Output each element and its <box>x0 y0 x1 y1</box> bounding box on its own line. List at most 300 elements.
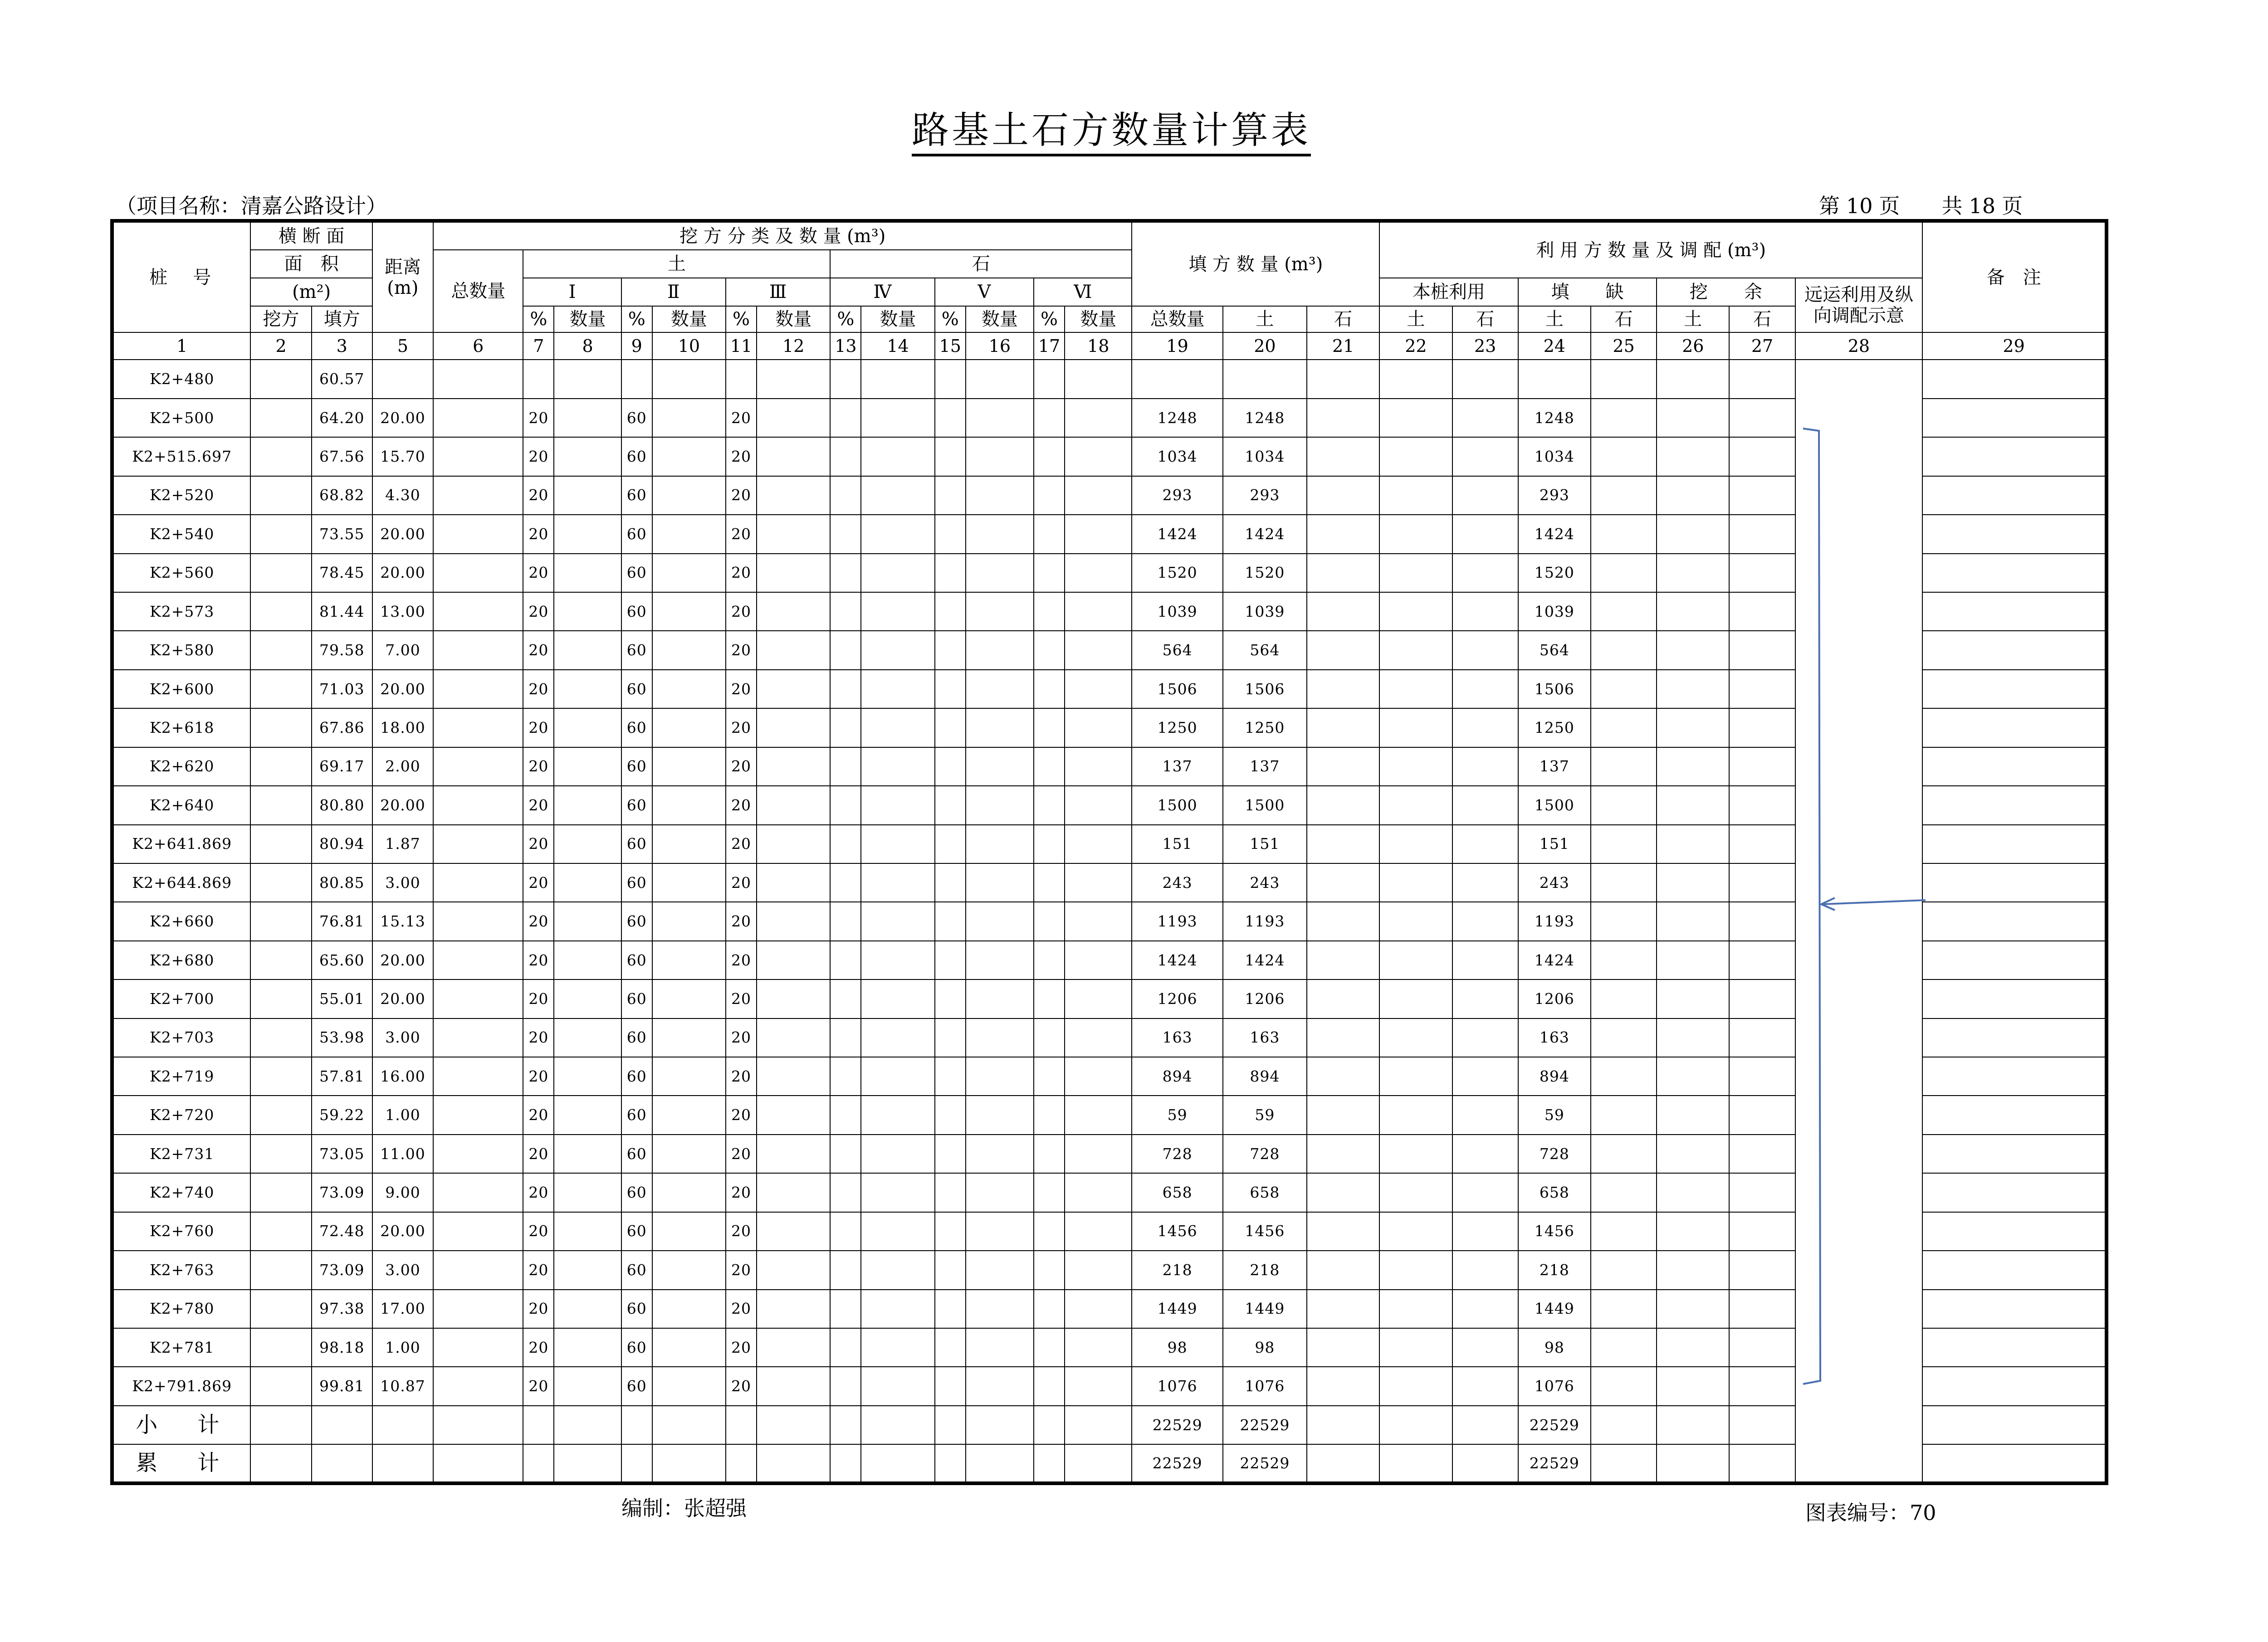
class-qty-cell <box>1065 786 1132 824</box>
header-fill-rock: 石 <box>1307 306 1379 332</box>
excav-total-cell <box>433 1096 523 1134</box>
class-pct-cell <box>621 360 652 398</box>
header-qty: 数量 <box>652 306 726 332</box>
cut-area-cell <box>250 1212 311 1251</box>
class-qty-cell <box>1065 515 1132 553</box>
header-excavation-group: 挖 方 分 类 及 数 量 (m³) <box>433 221 1132 250</box>
shortage-soil-cell: 22529 <box>1518 1444 1591 1483</box>
fill-area-cell: 78.45 <box>312 554 372 592</box>
class-qty-cell <box>966 1406 1034 1444</box>
excav-total-cell <box>433 1173 523 1212</box>
station-cell: K2+580 <box>112 631 250 669</box>
distance-cell: 20.00 <box>372 786 433 824</box>
surplus-soil-cell <box>1657 1406 1729 1444</box>
class-pct-cell: 20 <box>523 1018 554 1057</box>
class-pct-cell <box>1034 747 1065 786</box>
class-pct-cell <box>935 1367 966 1405</box>
fill-soil-cell: 137 <box>1223 747 1307 786</box>
use-soil-cell <box>1379 1096 1452 1134</box>
class-qty-cell <box>966 863 1034 902</box>
class-qty-cell <box>652 631 726 669</box>
class-pct-cell: 20 <box>523 515 554 553</box>
remarks-cell <box>1922 476 2107 515</box>
use-rock-cell <box>1452 515 1518 553</box>
fill-total-cell: 59 <box>1132 1096 1222 1134</box>
station-cell: K2+641.869 <box>112 825 250 863</box>
fill-soil-cell: 1248 <box>1223 399 1307 437</box>
use-soil-cell <box>1379 1444 1452 1483</box>
fill-soil-cell: 1206 <box>1223 979 1307 1018</box>
fill-rock-cell <box>1307 399 1379 437</box>
class-qty-cell <box>1065 592 1132 631</box>
surplus-rock-cell <box>1729 902 1795 940</box>
class-pct-cell: 20 <box>726 902 757 940</box>
surplus-rock-cell <box>1729 863 1795 902</box>
surplus-soil-cell <box>1657 1367 1729 1405</box>
use-rock-cell <box>1452 786 1518 824</box>
class-pct-cell: 60 <box>621 515 652 553</box>
fill-area-cell: 73.09 <box>312 1173 372 1212</box>
fill-rock-cell <box>1307 554 1379 592</box>
station-cell: K2+660 <box>112 902 250 940</box>
use-soil-cell <box>1379 825 1452 863</box>
class-qty-cell <box>861 747 934 786</box>
header-fill-group: 填 方 数 量 (m³) <box>1132 221 1379 306</box>
class-pct-cell <box>830 1096 861 1134</box>
class-pct-cell <box>621 1406 652 1444</box>
class-pct-cell: 20 <box>523 554 554 592</box>
class-pct-cell: 20 <box>523 1096 554 1134</box>
shortage-soil-cell: 218 <box>1518 1251 1591 1289</box>
surplus-rock-cell <box>1729 941 1795 979</box>
fill-soil-cell: 1520 <box>1223 554 1307 592</box>
class-qty-cell <box>966 360 1034 398</box>
class-pct-cell <box>935 399 966 437</box>
fill-rock-cell <box>1307 941 1379 979</box>
use-rock-cell <box>1452 941 1518 979</box>
cut-area-cell <box>250 1406 311 1444</box>
class-qty-cell <box>861 1444 934 1483</box>
header-class-3: Ⅲ <box>726 278 830 306</box>
remarks-cell <box>1922 1406 2107 1444</box>
fill-rock-cell <box>1307 1406 1379 1444</box>
station-cell: K2+600 <box>112 670 250 708</box>
distance-cell: 20.00 <box>372 554 433 592</box>
remarks-cell <box>1922 592 2107 631</box>
fill-area-cell: 55.01 <box>312 979 372 1018</box>
class-pct-cell: 20 <box>523 979 554 1018</box>
excav-total-cell <box>433 1406 523 1444</box>
class-pct-cell <box>1034 1212 1065 1251</box>
class-qty-cell <box>861 631 934 669</box>
class-pct-cell: 60 <box>621 1057 652 1096</box>
fill-area-cell: 72.48 <box>312 1212 372 1251</box>
fill-soil-cell: 1506 <box>1223 670 1307 708</box>
class-pct-cell: 20 <box>726 979 757 1018</box>
shortage-rock-cell <box>1591 360 1657 398</box>
use-rock-cell <box>1452 1135 1518 1173</box>
class-pct-cell <box>935 747 966 786</box>
class-pct-cell: 20 <box>726 670 757 708</box>
class-pct-cell <box>935 1096 966 1134</box>
class-pct-cell <box>830 786 861 824</box>
surplus-rock-cell <box>1729 631 1795 669</box>
class-pct-cell <box>935 902 966 940</box>
fill-total-cell: 728 <box>1132 1135 1222 1173</box>
class-qty-cell <box>861 786 934 824</box>
fill-area-cell: 80.80 <box>312 786 372 824</box>
class-qty-cell <box>1065 360 1132 398</box>
class-qty-cell <box>1065 1367 1132 1405</box>
header-qty: 数量 <box>757 306 830 332</box>
class-pct-cell: 20 <box>726 747 757 786</box>
fill-total-cell: 22529 <box>1132 1406 1222 1444</box>
class-pct-cell <box>830 825 861 863</box>
class-qty-cell <box>757 554 830 592</box>
shortage-rock-cell <box>1591 1290 1657 1328</box>
class-pct-cell: 20 <box>523 708 554 747</box>
class-qty-cell <box>861 437 934 476</box>
class-pct-cell <box>1034 1406 1065 1444</box>
remarks-cell <box>1922 825 2107 863</box>
distance-cell: 11.00 <box>372 1135 433 1173</box>
shortage-soil-cell: 1449 <box>1518 1290 1591 1328</box>
shortage-rock-cell <box>1591 399 1657 437</box>
distance-cell: 1.00 <box>372 1096 433 1134</box>
fill-soil-cell: 59 <box>1223 1096 1307 1134</box>
class-qty-cell <box>861 825 934 863</box>
class-pct-cell: 60 <box>621 941 652 979</box>
class-pct-cell <box>935 554 966 592</box>
class-pct-cell: 60 <box>621 1096 652 1134</box>
fill-soil-cell: 151 <box>1223 825 1307 863</box>
page-title: 路基土石方数量计算表 <box>0 101 2223 154</box>
class-pct-cell <box>1034 1251 1065 1289</box>
header-remarks: 备 注 <box>1922 221 2107 332</box>
class-pct-cell <box>830 399 861 437</box>
class-qty-cell <box>757 979 830 1018</box>
class-qty-cell <box>757 437 830 476</box>
use-rock-cell <box>1452 1328 1518 1367</box>
shortage-rock-cell <box>1591 515 1657 553</box>
fill-soil-cell: 98 <box>1223 1328 1307 1367</box>
class-pct-cell <box>1034 1173 1065 1212</box>
header-fill: 填方 <box>312 306 372 332</box>
class-pct-cell <box>1034 1135 1065 1173</box>
use-rock-cell <box>1452 825 1518 863</box>
class-qty-cell <box>652 786 726 824</box>
cut-area-cell <box>250 1018 311 1057</box>
shortage-soil-cell: 1500 <box>1518 786 1591 824</box>
surplus-rock-cell <box>1729 515 1795 553</box>
fill-soil-cell: 1076 <box>1223 1367 1307 1405</box>
class-qty-cell <box>1065 1328 1132 1367</box>
class-qty-cell <box>966 1328 1034 1367</box>
use-rock-cell <box>1452 1173 1518 1212</box>
remarks-cell <box>1922 1367 2107 1405</box>
class-pct-cell <box>935 1251 966 1289</box>
class-qty-cell <box>652 399 726 437</box>
column-number: 8 <box>554 332 621 360</box>
remarks-cell <box>1922 1018 2107 1057</box>
header-section-area-2: 面 积 <box>250 250 372 278</box>
use-rock-cell <box>1452 476 1518 515</box>
class-pct-cell: 20 <box>726 708 757 747</box>
header-fill-soil: 土 <box>1223 306 1307 332</box>
class-pct-cell <box>1034 476 1065 515</box>
class-qty-cell <box>757 1018 830 1057</box>
class-qty-cell <box>554 1328 621 1367</box>
class-pct-cell <box>935 631 966 669</box>
earthwork-table <box>110 219 2108 1485</box>
class-qty-cell <box>966 979 1034 1018</box>
class-pct-cell <box>1034 1096 1065 1134</box>
class-qty-cell <box>861 1251 934 1289</box>
class-qty-cell <box>554 476 621 515</box>
class-pct-cell <box>1034 399 1065 437</box>
class-qty-cell <box>861 554 934 592</box>
class-qty-cell <box>554 825 621 863</box>
class-pct-cell <box>830 360 861 398</box>
class-qty-cell <box>652 1135 726 1173</box>
class-qty-cell <box>554 747 621 786</box>
column-number: 5 <box>372 332 433 360</box>
surplus-soil-cell <box>1657 515 1729 553</box>
class-pct-cell: 20 <box>726 1212 757 1251</box>
class-qty-cell <box>757 1406 830 1444</box>
class-pct-cell <box>830 941 861 979</box>
long-haul-cell <box>1795 360 1923 1483</box>
class-qty-cell <box>757 670 830 708</box>
class-pct-cell <box>935 515 966 553</box>
fill-area-cell: 79.58 <box>312 631 372 669</box>
fill-total-cell: 1424 <box>1132 941 1222 979</box>
class-pct-cell: 20 <box>726 941 757 979</box>
shortage-rock-cell <box>1591 592 1657 631</box>
class-pct-cell <box>830 515 861 553</box>
use-rock-cell <box>1452 631 1518 669</box>
fill-soil-cell: 243 <box>1223 863 1307 902</box>
class-qty-cell <box>757 1367 830 1405</box>
station-cell: K2+620 <box>112 747 250 786</box>
class-pct-cell <box>830 631 861 669</box>
shortage-soil-cell: 1193 <box>1518 902 1591 940</box>
class-qty-cell <box>1065 437 1132 476</box>
excav-total-cell <box>433 708 523 747</box>
class-qty-cell <box>652 670 726 708</box>
fill-soil-cell: 293 <box>1223 476 1307 515</box>
cut-area-cell <box>250 476 311 515</box>
remarks-cell <box>1922 670 2107 708</box>
class-pct-cell <box>830 863 861 902</box>
class-qty-cell <box>966 476 1034 515</box>
use-soil-cell <box>1379 476 1452 515</box>
header-station: 桩 号 <box>112 221 250 332</box>
fill-area-cell <box>312 1406 372 1444</box>
class-qty-cell <box>861 941 934 979</box>
class-pct-cell <box>935 360 966 398</box>
station-cell: K2+703 <box>112 1018 250 1057</box>
remarks-cell <box>1922 1173 2107 1212</box>
fill-rock-cell <box>1307 863 1379 902</box>
column-number: 28 <box>1795 332 1923 360</box>
distance-cell: 20.00 <box>372 399 433 437</box>
class-qty-cell <box>554 1444 621 1483</box>
shortage-rock-cell <box>1591 708 1657 747</box>
class-pct-cell <box>523 360 554 398</box>
surplus-soil-cell <box>1657 1251 1729 1289</box>
class-qty-cell <box>652 1057 726 1096</box>
class-qty-cell <box>652 1173 726 1212</box>
shortage-soil-cell: 1506 <box>1518 670 1591 708</box>
header-class-6: Ⅵ <box>1034 278 1132 306</box>
class-qty-cell <box>554 1018 621 1057</box>
class-pct-cell <box>1034 1057 1065 1096</box>
class-qty-cell <box>554 863 621 902</box>
class-pct-cell: 20 <box>726 1135 757 1173</box>
fill-total-cell: 1500 <box>1132 786 1222 824</box>
use-rock-cell <box>1452 1367 1518 1405</box>
cut-area-cell <box>250 1367 311 1405</box>
class-qty-cell <box>554 592 621 631</box>
fill-area-cell: 67.86 <box>312 708 372 747</box>
excav-total-cell <box>433 515 523 553</box>
distance-cell: 20.00 <box>372 1212 433 1251</box>
class-qty-cell <box>554 1135 621 1173</box>
cut-area-cell <box>250 592 311 631</box>
class-qty-cell <box>966 1367 1034 1405</box>
class-pct-cell <box>1034 941 1065 979</box>
class-pct-cell: 20 <box>523 1057 554 1096</box>
surplus-rock-cell <box>1729 1290 1795 1328</box>
class-qty-cell <box>966 1096 1034 1134</box>
class-qty-cell <box>1065 708 1132 747</box>
class-qty-cell <box>652 1212 726 1251</box>
surplus-rock-cell <box>1729 979 1795 1018</box>
shortage-rock-cell <box>1591 1173 1657 1212</box>
distance-cell: 16.00 <box>372 1057 433 1096</box>
class-pct-cell: 20 <box>523 1173 554 1212</box>
fill-rock-cell <box>1307 437 1379 476</box>
class-qty-cell <box>652 1290 726 1328</box>
fill-soil-cell: 1250 <box>1223 708 1307 747</box>
cut-area-cell <box>250 515 311 553</box>
fill-rock-cell <box>1307 1096 1379 1134</box>
class-pct-cell: 60 <box>621 1290 652 1328</box>
class-qty-cell <box>757 631 830 669</box>
class-pct-cell: 20 <box>726 1018 757 1057</box>
header-long-haul: 远运利用及纵向调配示意 <box>1795 278 1923 332</box>
class-pct-cell: 60 <box>621 825 652 863</box>
class-qty-cell <box>652 1406 726 1444</box>
surplus-rock-cell <box>1729 708 1795 747</box>
class-pct-cell: 20 <box>523 1135 554 1173</box>
class-pct-cell <box>1034 902 1065 940</box>
fill-rock-cell <box>1307 1057 1379 1096</box>
cut-area-cell <box>250 554 311 592</box>
class-pct-cell: 20 <box>726 825 757 863</box>
cut-area-cell <box>250 1290 311 1328</box>
class-qty-cell <box>652 1096 726 1134</box>
use-rock-cell <box>1452 360 1518 398</box>
fill-rock-cell <box>1307 1290 1379 1328</box>
class-qty-cell <box>554 399 621 437</box>
class-pct-cell <box>830 554 861 592</box>
header-qty: 数量 <box>1065 306 1132 332</box>
class-qty-cell <box>966 399 1034 437</box>
column-number: 14 <box>861 332 934 360</box>
fill-soil-cell: 1500 <box>1223 786 1307 824</box>
class-qty-cell <box>652 747 726 786</box>
fill-soil-cell: 1456 <box>1223 1212 1307 1251</box>
distance-cell: 10.87 <box>372 1367 433 1405</box>
surplus-soil-cell <box>1657 1018 1729 1057</box>
surplus-soil-cell <box>1657 902 1729 940</box>
shortage-soil-cell: 564 <box>1518 631 1591 669</box>
station-cell: K2+780 <box>112 1290 250 1328</box>
class-pct-cell <box>1034 825 1065 863</box>
class-pct-cell: 60 <box>621 399 652 437</box>
shortage-rock-cell <box>1591 631 1657 669</box>
use-rock-cell <box>1452 902 1518 940</box>
header-qty: 数量 <box>966 306 1034 332</box>
class-pct-cell: 20 <box>523 1328 554 1367</box>
fill-total-cell: 1250 <box>1132 708 1222 747</box>
class-pct-cell: 20 <box>726 786 757 824</box>
surplus-rock-cell <box>1729 1135 1795 1173</box>
class-qty-cell <box>861 1328 934 1367</box>
excav-total-cell <box>433 399 523 437</box>
shortage-soil-cell <box>1518 360 1591 398</box>
class-pct-cell: 60 <box>621 1367 652 1405</box>
use-rock-cell <box>1452 1057 1518 1096</box>
surplus-rock-cell <box>1729 1096 1795 1134</box>
class-pct-cell <box>830 979 861 1018</box>
class-qty-cell <box>652 554 726 592</box>
class-pct-cell: 20 <box>726 1290 757 1328</box>
fill-rock-cell <box>1307 1444 1379 1483</box>
station-cell: K2+618 <box>112 708 250 747</box>
class-pct-cell <box>1034 631 1065 669</box>
excav-total-cell <box>433 1057 523 1096</box>
class-qty-cell <box>554 902 621 940</box>
class-pct-cell: 60 <box>621 631 652 669</box>
use-rock-cell <box>1452 708 1518 747</box>
shortage-soil-cell: 1039 <box>1518 592 1591 631</box>
surplus-soil-cell <box>1657 1328 1729 1367</box>
surplus-rock-cell <box>1729 437 1795 476</box>
fill-area-cell: 80.85 <box>312 863 372 902</box>
class-qty-cell <box>861 360 934 398</box>
excav-total-cell <box>433 670 523 708</box>
class-qty-cell <box>861 670 934 708</box>
header-fill-total: 总数量 <box>1132 306 1222 332</box>
surplus-soil-cell <box>1657 360 1729 398</box>
class-pct-cell <box>935 1057 966 1096</box>
header-pct: % <box>726 306 757 332</box>
class-pct-cell: 60 <box>621 592 652 631</box>
class-pct-cell: 60 <box>621 1212 652 1251</box>
fill-rock-cell <box>1307 1367 1379 1405</box>
shortage-soil-cell: 1034 <box>1518 437 1591 476</box>
class-qty-cell <box>554 786 621 824</box>
class-qty-cell <box>861 902 934 940</box>
fill-area-cell: 64.20 <box>312 399 372 437</box>
class-pct-cell: 60 <box>621 437 652 476</box>
class-pct-cell: 20 <box>523 476 554 515</box>
header-rock: 石 <box>830 250 1132 278</box>
class-qty-cell <box>652 1018 726 1057</box>
